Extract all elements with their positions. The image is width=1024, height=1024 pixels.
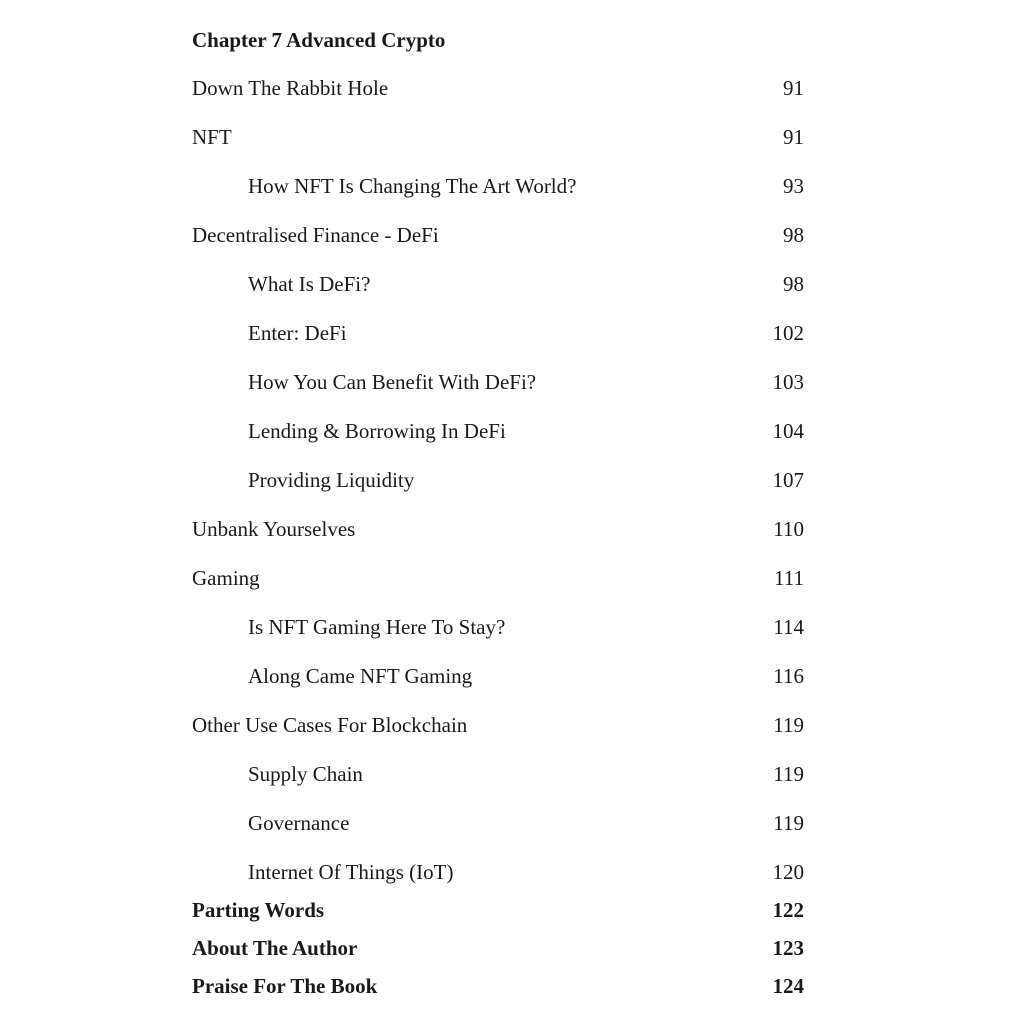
toc-entry-title: How You Can Benefit With DeFi? [248,370,537,394]
toc-entry-title: Enter: DeFi [248,321,347,345]
toc-entry-title: Lending & Borrowing In DeFi [248,419,506,443]
toc-entry-enter-defi [192,320,804,346]
toc-entry-parting-words [192,897,804,923]
toc-entry-page: 119 [773,762,804,786]
toc-entry-about-the-author [192,935,804,961]
toc-entry-title: What Is DeFi? [248,272,371,296]
chapter-heading: Chapter 7 Advanced Crypto [192,28,446,52]
toc-entry-page: 104 [772,419,804,443]
toc-entry-page: 124 [772,974,804,998]
toc-entry-supply-chain [192,761,804,787]
toc-entry-page: 103 [772,370,804,394]
toc-entry-title: Other Use Cases For Blockchain [192,713,468,737]
toc-entry-page: 91 [783,125,804,149]
toc-entry-what-is-defi [192,271,804,297]
toc-entry-providing-liquidity [192,467,804,493]
toc-entry-praise-for-the-book [192,973,804,999]
toc-entry-page: 119 [773,811,804,835]
toc-entry-title: Unbank Yourselves [192,517,356,541]
toc-entry-title: Supply Chain [248,762,363,786]
toc-entry-lending-borrowing [192,418,804,444]
toc-entry-page: 111 [774,566,804,590]
toc-entry-down-the-rabbit-hole [192,75,804,101]
toc-entry-page: 119 [773,713,804,737]
toc-entry-page: 102 [772,321,804,345]
toc-entry-nft [192,124,804,150]
toc-entry-page: 114 [773,615,804,639]
toc-entry-benefit-defi [192,369,804,395]
toc-entry-governance [192,810,804,836]
toc-entry-page: 98 [783,272,804,296]
toc-entry-defi [192,222,804,248]
toc-entry-title: Internet Of Things (IoT) [248,860,454,884]
toc-entry-title: Is NFT Gaming Here To Stay? [248,615,506,639]
toc-entry-page: 122 [772,898,804,922]
toc-entry-title: Parting Words [192,898,325,922]
toc-entry-title: About The Author [192,936,358,960]
toc-entry-title: Down The Rabbit Hole [192,76,389,100]
toc-entry-title: Praise For The Book [192,974,378,998]
toc-entry-title: Decentralised Finance - DeFi [192,223,439,247]
toc-entry-page: 98 [783,223,804,247]
toc-entry-title: Gaming [192,566,260,590]
toc-entry-along-came-nft-gaming [192,663,804,689]
toc-entry-iot [192,859,804,885]
toc-entry-gaming [192,565,804,591]
toc-entry-unbank-yourselves [192,516,804,542]
toc-entry-page: 116 [773,664,804,688]
toc-entry-title: How NFT Is Changing The Art World? [248,174,577,198]
toc-entry-page: 120 [772,860,804,884]
toc-entry-title: NFT [192,125,232,149]
toc-entry-page: 110 [773,517,804,541]
toc-entry-page: 93 [783,174,804,198]
toc-entry-nft-art-world [192,173,804,199]
toc-entry-title: Along Came NFT Gaming [248,664,473,688]
toc-entry-page: 91 [783,76,804,100]
toc-entry-other-use-cases [192,712,804,738]
toc-entry-page: 107 [772,468,804,492]
toc-entry-title: Governance [248,811,350,835]
toc-entry-nft-gaming-stay [192,614,804,640]
toc-entry-title: Providing Liquidity [248,468,415,492]
toc-entry-page: 123 [772,936,804,960]
